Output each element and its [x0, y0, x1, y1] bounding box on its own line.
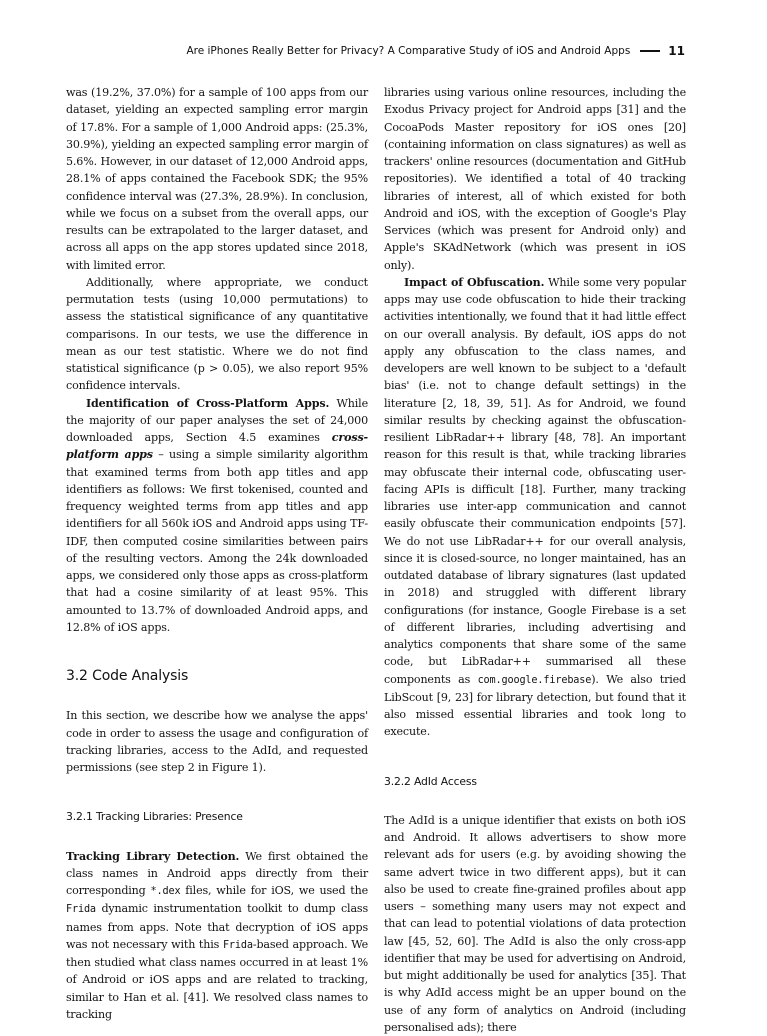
header-rule [640, 50, 660, 52]
run-in-heading: Identification of Cross-Platform Apps. [86, 396, 330, 410]
paragraph: was (19.2%, 37.0%) for a sample of 100 apps from our dataset, yielding an expected sampling error margin of 17.8%. For a sample of 1,000 Android apps: (25.3%, 30.9%), yielding an expected sampling error margin of 5.6%. However, in our dataset of 12,000 Android apps, 28.1% of apps contained the Facebook SDK; the 95% confidence interval was (27.3%, 28.9%). In conclusion, while we focus on a subset from the overall apps, our results can be extrapolated to the larger dataset, and across all apps on the app stores updated since 2018, with limited error. [66, 86, 368, 272]
paragraph: Additionally, where appropriate, we conduct permutation tests (using 10,000 permutations) to assess the statistical significance of any quantitative comparisons. In our tests, we use the difference in mean as our test statistic. Where we do not find statistical significance (p > 0.05), we also report 95% confidence intervals. [66, 275, 368, 393]
code-text: Frida [66, 904, 96, 916]
text-run: While some very popular apps may use code obfuscation to hide their tracking activities intentionally, we found that it had little effect on our overall analysis. By default, iOS apps do not apply any obfuscation to the class names, and developers are well known to be subject to a 'default bias' (i.e. not to change default settings) in the literature [2, 18, 39, 51]. As for Android, we found similar results by checking against the obfuscation-resilient LibRadar++ library [48, 78]. An important reason for this result is that, while tracking libraries may obfuscate their internal code, obfuscating user-facing APIs is difficult [18]. Further, many tracking libraries use inter-app communication and cannot easily obfuscate their communication endpoints [57]. We do not use LibRadar++ for our overall analysis, since it is closed-source, no longer maintained, has an outdated database of library signatures (last updated in 2018) and struggled with different library configurations (for instance, Google Firebase is a set of different libraries, including advertising and analytics components that share some of the same code, but LibRadar++ summarised all these components as [384, 275, 686, 686]
spacer [66, 776, 368, 808]
spacer [384, 741, 686, 773]
emphasis: cross-platform apps [66, 431, 368, 462]
spacer [66, 685, 368, 707]
spacer [66, 826, 368, 848]
paragraph: The AdId is a unique identifier that exists on both iOS and Android. It allows advertisers to show more relevant ads for users (e.g. by avoiding showing the same advert twice in two different apps), but it can also be used to create fine-grained profiles about app users – something many users may not expect and that can lead to potential violations of data protection law [45, 52, 60]. The AdId is also the only cross-app identifier that may be used for advertising on Android, but might additionally be used for analytics [35]. That is why AdId access might be an upper bound on the use of any form of analytics on Android (including personalised ads); there [384, 813, 686, 1034]
run-in-heading: Tracking Library Detection. [66, 849, 240, 863]
text-run: files, while for iOS, we used the [180, 884, 368, 897]
paragraph-library-detection [66, 848, 368, 1024]
subsection-heading: 3.2.2 AdId Access [384, 774, 477, 788]
text-run: We first obtained the class names in Android apps directly from their corresponding [66, 849, 369, 897]
code-text: com.google.firebase [477, 674, 592, 686]
spacer [384, 790, 686, 812]
text-run: While the majority of our paper analyses the set of 24,000 downloaded apps, Section 4.5 examines [66, 396, 368, 444]
right-column [384, 84, 686, 1036]
spacer [66, 636, 368, 668]
subsection-heading: 3.2.1 Tracking Libraries: Presence [66, 810, 243, 824]
code-text: *.dex [150, 886, 181, 897]
running-header [186, 44, 685, 58]
paragraph-obfuscation [384, 274, 686, 741]
text-run: dynamic instrumentation toolkit to dump class names from apps. Note that decryption of iOS apps was not necessary with this [66, 902, 368, 951]
paragraph: libraries using various online resources, including the Exodus Privacy project for Android apps [31] and the CocoaPods Master repository for iOS ones [20] (containing information on class signatures) as well as trackers' online resources (documentation and GitHub repositories). We identified a total of 40 tracking libraries of interest, all of which existed for both Android and iOS, with the exception of Google's Play Services (which was present for Android only) and Apple's SKAdNetwork (which was present in iOS only). [384, 86, 686, 272]
text-run: -based approach. We then studied what class names occurred in at least 1% of Android or iOS apps and are related to tracking, similar to Han et al. [41]. We resolved class names to tracking [66, 937, 368, 1021]
paragraph: In this section, we describe how we analyse the apps' code in order to assess the usage and configuration of tracking libraries, access to the AdId, and requested permissions (see step 2 in Figure 1). [66, 709, 368, 774]
running-title: Are iPhones Really Better for Privacy? A Comparative Study of iOS and Android Apps [186, 45, 631, 57]
page-number: 11 [668, 44, 685, 58]
paragraph-cross-platform [66, 395, 368, 637]
run-in-heading: Impact of Obfuscation. [404, 275, 545, 289]
left-column [66, 84, 368, 1023]
text-run: – using a simple similarity algorithm that examined terms from both app titles and app identifiers as follows: We first tokenised, counted and frequency weighted terms from app titles and app identifiers for all 560k iOS and Android apps using TF-IDF, then computed cosine similarities between pairs of the resulting vectors. Among the 24k downloaded apps, we considered only those apps as cross-platform that had a cosine similarity of at least 95%. This amounted to 13.7% of downloaded Android apps, and 12.8% of iOS apps. [66, 448, 368, 634]
code-text: Frida [222, 939, 253, 951]
section-heading: 3.2 Code Analysis [66, 668, 189, 684]
text-run: ). We also tried LibScout [9, 23] for library detection, but found that it also missed essential libraries and took long to execute. [384, 672, 686, 739]
